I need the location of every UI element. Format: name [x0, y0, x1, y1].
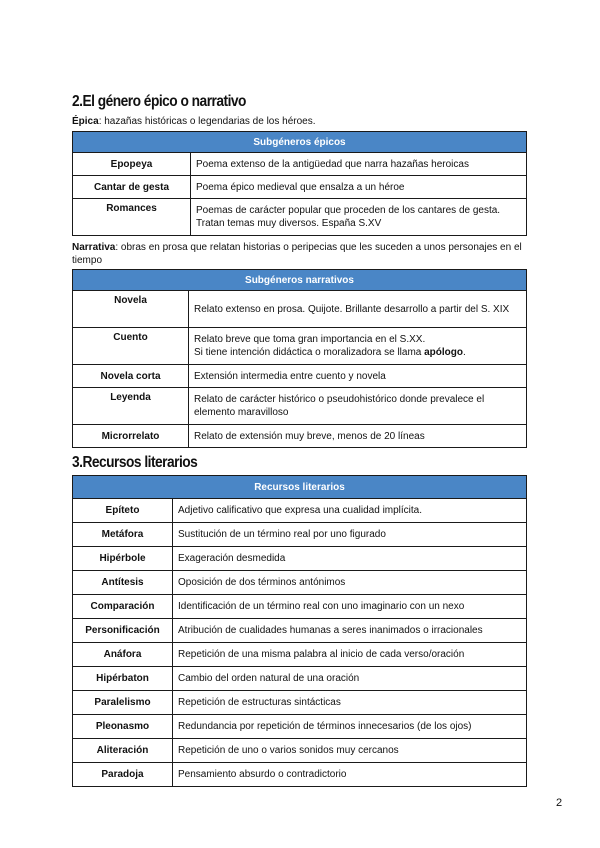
table-row: [73, 619, 527, 643]
term-cell: Comparación: [73, 595, 173, 619]
subgeneros-narrativos-table: [72, 269, 527, 448]
apologo-term: apólogo: [424, 347, 464, 358]
table-row: [73, 739, 527, 763]
cuento-line-2-suffix: .: [463, 347, 466, 358]
section-title-recursos-literarios: 3.Recursos literarios: [72, 454, 198, 471]
table-row: [73, 667, 527, 691]
term-cell: Paradoja: [73, 763, 173, 787]
definition-cell: Cambio del orden natural de una oración: [173, 667, 527, 691]
term-cell: Aliteración: [73, 739, 173, 763]
narrativa-label: Narrativa: [72, 242, 116, 253]
definition-cell: Relato de carácter histórico o pseudohistórico donde prevalece el elemento maravilloso: [189, 388, 527, 425]
term-cell: Cuento: [73, 328, 189, 365]
table-row: [73, 328, 527, 365]
table-row: [73, 499, 527, 523]
definition-cell: Repetición de uno o varios sonidos muy cercanos: [173, 739, 527, 763]
page-number: 2: [556, 797, 563, 809]
table-header: Recursos literarios: [73, 476, 527, 499]
term-cell: Hipérbole: [73, 547, 173, 571]
definition-cell: Repetición de una misma palabra al inicio de cada verso/oración: [173, 643, 527, 667]
table-row: [73, 199, 527, 236]
table-row: [73, 388, 527, 425]
definition-cell: Poema extenso de la antigüedad que narra hazañas heroicas: [191, 153, 527, 176]
term-cell: Pleonasmo: [73, 715, 173, 739]
term-cell: Epíteto: [73, 499, 173, 523]
definition-cell: Poema épico medieval que ensalza a un héroe: [191, 176, 527, 199]
narrativa-text: : obras en prosa que relatan historias o peripecias que les suceden a unos personajes en el tiempo: [72, 242, 522, 266]
cuento-line-2-prefix: Si tiene intención didáctica o moralizadora se llama: [194, 347, 425, 358]
cuento-line-1: Relato breve que toma gran importancia en el S.XX.: [194, 334, 426, 345]
definition-cell: [189, 328, 527, 365]
term-cell: Novela corta: [73, 365, 189, 388]
narrativa-intro: [72, 241, 532, 267]
table-row: [73, 365, 527, 388]
epica-text: : hazañas históricas o legendarias de los héroes.: [98, 116, 316, 127]
recursos-literarios-table: [72, 475, 527, 787]
definition-cell: Repetición de estructuras sintácticas: [173, 691, 527, 715]
table-row: [73, 176, 527, 199]
table-row: [73, 425, 527, 448]
definition-cell: Atribución de cualidades humanas a seres inanimados o irracionales: [173, 619, 527, 643]
term-cell: Paralelismo: [73, 691, 173, 715]
term-cell: Epopeya: [73, 153, 191, 176]
table-row: [73, 153, 527, 176]
table-header: Subgéneros narrativos: [73, 270, 527, 291]
table-row: [73, 763, 527, 787]
term-cell: Antítesis: [73, 571, 173, 595]
epica-label: Épica: [72, 116, 99, 127]
term-cell: Romances: [73, 199, 191, 236]
table-row: [73, 691, 527, 715]
term-cell: Personificación: [73, 619, 173, 643]
definition-cell: Adjetivo calificativo que expresa una cualidad implícita.: [173, 499, 527, 523]
definition-cell: Sustitución de un término real por uno figurado: [173, 523, 527, 547]
table-row: [73, 715, 527, 739]
definition-cell: Relato de extensión muy breve, menos de 20 líneas: [189, 425, 527, 448]
table-row: [73, 595, 527, 619]
term-cell: Cantar de gesta: [73, 176, 191, 199]
definition-cell: Extensión intermedia entre cuento y novela: [189, 365, 527, 388]
table-row: [73, 523, 527, 547]
definition-cell: Pensamiento absurdo o contradictorio: [173, 763, 527, 787]
term-cell: Leyenda: [73, 388, 189, 425]
table-header-row: [73, 270, 527, 291]
table-row: [73, 571, 527, 595]
table-header: Subgéneros épicos: [73, 132, 527, 153]
section-title-genero-epico: 2.El género épico o narrativo: [72, 93, 246, 110]
definition-cell: Poemas de carácter popular que proceden de los cantares de gesta. Tratan temas muy diversos. España S.XV: [191, 199, 527, 236]
definition-cell: Exageración desmedida: [173, 547, 527, 571]
table-header-row: [73, 132, 527, 153]
definition-cell: Oposición de dos términos antónimos: [173, 571, 527, 595]
table-row: [73, 547, 527, 571]
term-cell: Hipérbaton: [73, 667, 173, 691]
definition-cell: Relato extenso en prosa. Quijote. Brillante desarrollo a partir del S. XIX: [189, 291, 527, 328]
definition-cell: Redundancia por repetición de términos innecesarios (de los ojos): [173, 715, 527, 739]
table-row: [73, 643, 527, 667]
term-cell: Anáfora: [73, 643, 173, 667]
epica-intro: [72, 115, 532, 128]
definition-cell: Identificación de un término real con uno imaginario con un nexo: [173, 595, 527, 619]
table-row: [73, 291, 527, 328]
term-cell: Metáfora: [73, 523, 173, 547]
table-header-row: [73, 476, 527, 499]
subgeneros-epicos-table: [72, 131, 527, 236]
term-cell: Microrrelato: [73, 425, 189, 448]
term-cell: Novela: [73, 291, 189, 328]
